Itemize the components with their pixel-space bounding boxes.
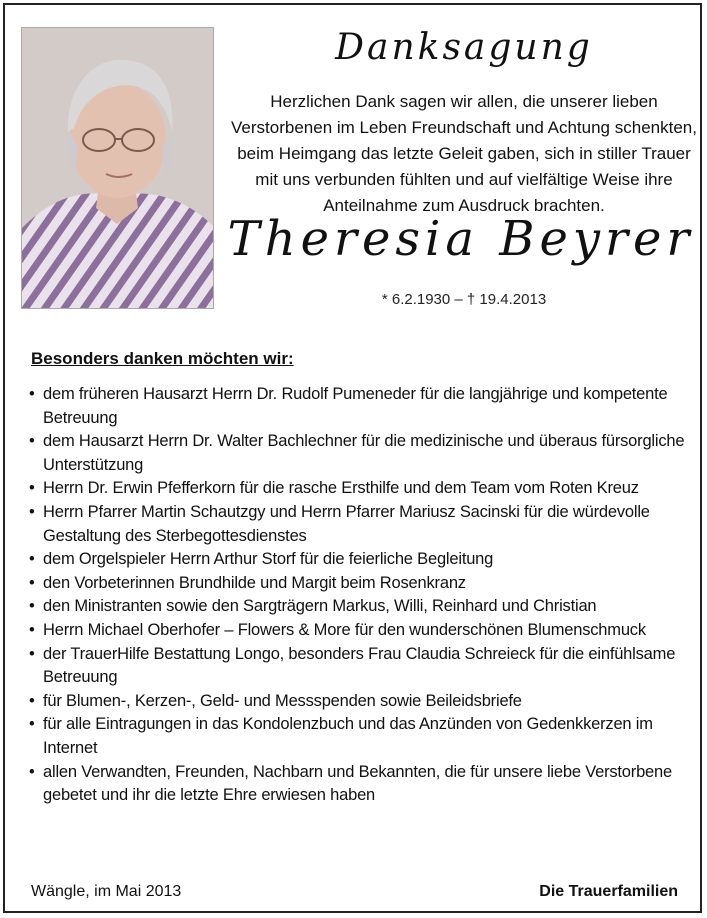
- list-item: • für alle Eintragungen in das Kondolenzbuch und das Anzünden von Gedenkkerzen im Internet: [27, 713, 687, 760]
- list-item: • Herrn Pfarrer Martin Schautzgy und Herrn Pfarrer Mariusz Sacinski für die würdevolle Gestaltung des Sterbegottesdienstes: [27, 501, 687, 548]
- list-item: • den Ministranten sowie den Sargträgern Markus, Willi, Reinhard und Christian: [27, 595, 687, 619]
- list-item: • dem früheren Hausarzt Herrn Dr. Rudolf Pumeneder für die langjährige und kompetente Betreuung: [27, 383, 687, 430]
- list-item: • den Vorbeterinnen Brundhilde und Margit beim Rosenkranz: [27, 572, 687, 596]
- intro-line: beim Heimgang das letzte Geleit gaben, sich in stiller Trauer: [237, 144, 691, 163]
- thanks-list: [27, 383, 687, 808]
- deceased-name: Theresia Beyrer: [227, 211, 695, 267]
- obituary-card: [3, 3, 702, 913]
- intro-line: Verstorbenen im Leben Freundschaft und Achtung schenkten,: [231, 118, 697, 137]
- intro-text: [227, 89, 701, 219]
- list-item: • für Blumen-, Kerzen-, Geld- und Messspenden sowie Beileidsbriefe: [27, 690, 687, 714]
- list-item: • Herrn Michael Oberhofer – Flowers & More für den wunderschönen Blumenschmuck: [27, 619, 687, 643]
- intro-line: Anteilnahme zum Ausdruck brachten.: [323, 196, 605, 215]
- intro-line: mit uns verbunden fühlten und auf vielfältige Weise ihre: [255, 170, 673, 189]
- thanks-title: Besonders danken möchten wir:: [31, 349, 294, 368]
- signature: Die Trauerfamilien: [539, 883, 678, 900]
- list-item: • Herrn Dr. Erwin Pfefferkorn für die rasche Ersthilfe und dem Team vom Roten Kreuz: [27, 477, 687, 501]
- intro-line: Herzlichen Dank sagen wir allen, die unserer lieben: [270, 92, 658, 111]
- heading: Danksagung: [335, 27, 593, 68]
- portrait-photo: [21, 27, 214, 309]
- list-item: • dem Hausarzt Herrn Dr. Walter Bachlechner für die medizinische und überaus fürsorgliche Unterstützung: [27, 430, 687, 477]
- list-item: • dem Orgelspieler Herrn Arthur Storf für die feierliche Begleitung: [27, 548, 687, 572]
- list-item: • der TrauerHilfe Bestattung Longo, besonders Frau Claudia Schreieck für die einfühlsame Betreuung: [27, 643, 687, 690]
- place-date: Wängle, im Mai 2013: [31, 883, 182, 900]
- life-dates: * 6.2.1930 – † 19.4.2013: [381, 291, 547, 308]
- list-item: • allen Verwandten, Freunden, Nachbarn und Bekannten, die für unsere liebe Verstorbene gebetet und ihr die letzte Ehre erwiesen haben: [27, 761, 687, 808]
